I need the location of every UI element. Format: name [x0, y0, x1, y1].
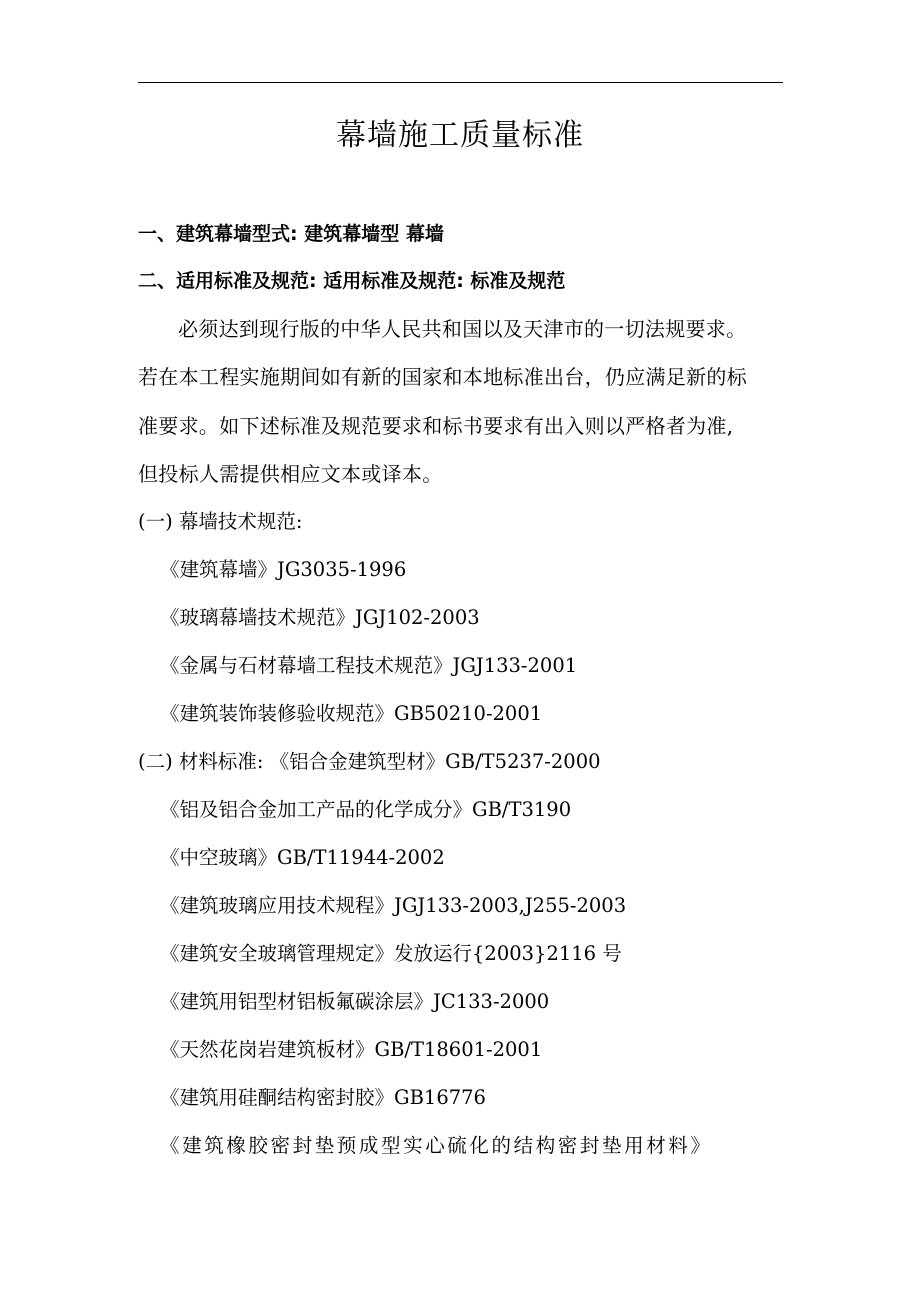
group1-item: 《玻璃幕墙技术规范》JGJ102-2003 [160, 606, 480, 629]
group2-item: 《建筑玻璃应用技术规程》JGJ133-2003,J255-2003 [160, 894, 627, 917]
group2-item: 《中空玻璃》GB/T11944-2002 [160, 846, 445, 869]
group1-item: 《金属与石材幕墙工程技术规范》JGJ133-2001 [160, 654, 578, 677]
group1-label: (一) 幕墙技术规范: [138, 510, 303, 533]
section-heading-2: 二、适用标准及规范: 适用标准及规范: 标准及规范 [138, 270, 566, 292]
intro-line-2: 若在本工程实施期间如有新的国家和本地标准出台，仍应满足新的标 [138, 365, 747, 389]
intro-line-4: 但投标人需提供相应文本或译本。 [138, 462, 443, 486]
page-title: 幕墙施工质量标准 [336, 118, 584, 153]
header-rule [138, 82, 783, 83]
group2-item: 《建筑橡胶密封垫预成型实心硫化的结构密封垫用材料》 [160, 1134, 713, 1157]
intro-line-3: 准要求。如下述标准及规范要求和标书要求有出入则以严格者为准, [138, 414, 734, 438]
group2-item: 《建筑用铝型材铝板氟碳涂层》JC133-2000 [160, 990, 550, 1013]
group1-item: 《建筑装饰装修验收规范》GB50210-2001 [160, 702, 543, 725]
group1-item: 《建筑幕墙》JG3035-1996 [160, 558, 407, 581]
group2-label: (二) 材料标准: 《铝合金建筑型材》GB/T5237-2000 [138, 750, 601, 773]
intro-line-1: 必须达到现行版的中华人民共和国以及天津市的一切法规要求。 [178, 317, 747, 341]
group2-item: 《建筑用硅酮结构密封胶》GB16776 [160, 1086, 486, 1109]
group2-item: 《天然花岗岩建筑板材》GB/T18601-2001 [160, 1038, 543, 1061]
group2-item: 《建筑安全玻璃管理规定》发放运行{2003}2116 号 [160, 942, 622, 965]
group2-item: 《铝及铝合金加工产品的化学成分》GB/T3190 [160, 798, 572, 821]
section-heading-1: 一、建筑幕墙型式: 建筑幕墙型 幕墙 [138, 223, 444, 245]
